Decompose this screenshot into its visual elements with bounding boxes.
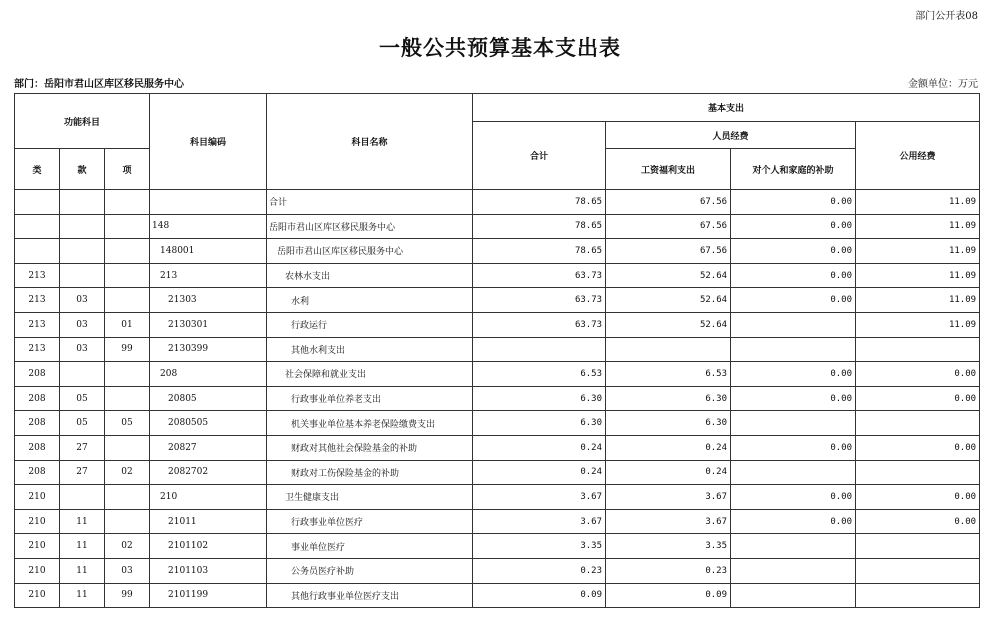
cell-wages: 3.67 <box>606 509 731 534</box>
department-label: 部门：岳阳市君山区库区移民服务中心 <box>14 79 184 90</box>
cell-kuan <box>60 214 105 239</box>
cell-lei: 208 <box>15 435 60 460</box>
cell-total: 3.35 <box>473 534 606 559</box>
cell-total: 63.73 <box>473 263 606 288</box>
cell-kuan <box>60 239 105 264</box>
cell-wages: 52.64 <box>606 263 731 288</box>
cell-public <box>856 460 980 485</box>
cell-kuan: 27 <box>60 435 105 460</box>
cell-xiang <box>105 435 150 460</box>
cell-subject-name: 机关事业单位基本养老保险缴费支出 <box>267 411 473 436</box>
table-row <box>15 583 980 608</box>
cell-lei: 210 <box>15 558 60 583</box>
cell-subsidy: 0.00 <box>731 386 856 411</box>
cell-wages: 6.30 <box>606 386 731 411</box>
cell-subsidy: 0.00 <box>731 239 856 264</box>
table-row <box>15 386 980 411</box>
cell-lei: 208 <box>15 386 60 411</box>
cell-subject-code: 210 <box>150 485 267 510</box>
cell-lei: 210 <box>15 485 60 510</box>
cell-xiang <box>105 288 150 313</box>
unit-label: 金额单位：万元 <box>908 79 978 90</box>
table-row <box>15 362 980 387</box>
cell-subject-name: 农林水支出 <box>267 263 473 288</box>
cell-lei <box>15 214 60 239</box>
cell-kuan: 11 <box>60 558 105 583</box>
cell-wages: 6.53 <box>606 362 731 387</box>
cell-xiang <box>105 263 150 288</box>
cell-wages: 52.64 <box>606 288 731 313</box>
cell-public: 11.09 <box>856 288 980 313</box>
cell-subject-code: 148001 <box>150 239 267 264</box>
cell-lei: 208 <box>15 460 60 485</box>
cell-public: 0.00 <box>856 435 980 460</box>
cell-public <box>856 411 980 436</box>
cell-subsidy: 0.00 <box>731 485 856 510</box>
cell-subject-code: 20827 <box>150 435 267 460</box>
cell-public: 0.00 <box>856 362 980 387</box>
cell-subject-name: 行政事业单位养老支出 <box>267 386 473 411</box>
cell-kuan: 03 <box>60 337 105 362</box>
cell-wages: 0.24 <box>606 460 731 485</box>
cell-subsidy <box>731 583 856 608</box>
cell-public: 0.00 <box>856 485 980 510</box>
cell-total: 6.30 <box>473 386 606 411</box>
table-row <box>15 485 980 510</box>
cell-wages: 67.56 <box>606 214 731 239</box>
cell-total: 6.30 <box>473 411 606 436</box>
cell-subject-name: 事业单位医疗 <box>267 534 473 559</box>
cell-subject-code: 2082702 <box>150 460 267 485</box>
table-row <box>15 337 980 362</box>
cell-subject-code: 2101199 <box>150 583 267 608</box>
cell-xiang: 05 <box>105 411 150 436</box>
cell-subject-name: 卫生健康支出 <box>267 485 473 510</box>
cell-subject-code: 208 <box>150 362 267 387</box>
cell-total: 63.73 <box>473 312 606 337</box>
table-code: 部门公开表08 <box>915 11 978 22</box>
cell-total: 0.09 <box>473 583 606 608</box>
cell-subject-code: 148 <box>150 214 267 239</box>
cell-lei: 213 <box>15 337 60 362</box>
cell-wages: 0.24 <box>606 435 731 460</box>
cell-total: 78.65 <box>473 190 606 215</box>
cell-xiang <box>105 485 150 510</box>
table-row <box>15 509 980 534</box>
page-title: 一般公共预算基本支出表 <box>379 35 621 60</box>
cell-kuan: 11 <box>60 534 105 559</box>
table-row <box>15 460 980 485</box>
cell-subject-name: 岳阳市君山区库区移民服务中心 <box>267 214 473 239</box>
cell-lei: 208 <box>15 362 60 387</box>
cell-xiang <box>105 386 150 411</box>
cell-lei: 208 <box>15 411 60 436</box>
cell-xiang: 99 <box>105 583 150 608</box>
cell-subject-name: 行政事业单位医疗 <box>267 509 473 534</box>
cell-total: 3.67 <box>473 509 606 534</box>
cell-subsidy <box>731 534 856 559</box>
table-row <box>15 190 980 215</box>
cell-wages <box>606 337 731 362</box>
cell-xiang: 02 <box>105 534 150 559</box>
cell-xiang <box>105 214 150 239</box>
header-subject-name: 科目名称 <box>267 94 473 190</box>
header-kuan: 款 <box>60 149 105 190</box>
cell-subject-code: 21011 <box>150 509 267 534</box>
cell-total: 78.65 <box>473 214 606 239</box>
cell-subject-code <box>150 190 267 215</box>
cell-public: 0.00 <box>856 509 980 534</box>
cell-wages: 0.23 <box>606 558 731 583</box>
cell-subject-name: 行政运行 <box>267 312 473 337</box>
cell-lei: 213 <box>15 312 60 337</box>
cell-subject-name: 其他行政事业单位医疗支出 <box>267 583 473 608</box>
table-row <box>15 214 980 239</box>
cell-subject-name: 水利 <box>267 288 473 313</box>
cell-xiang: 99 <box>105 337 150 362</box>
cell-xiang <box>105 362 150 387</box>
cell-subject-code: 2080505 <box>150 411 267 436</box>
header-subject-code: 科目编码 <box>150 94 267 190</box>
cell-public <box>856 583 980 608</box>
cell-lei: 210 <box>15 534 60 559</box>
table-row <box>15 435 980 460</box>
cell-subsidy <box>731 558 856 583</box>
cell-kuan: 05 <box>60 411 105 436</box>
table-row <box>15 411 980 436</box>
cell-xiang <box>105 239 150 264</box>
cell-subsidy: 0.00 <box>731 263 856 288</box>
cell-subsidy: 0.00 <box>731 214 856 239</box>
cell-kuan: 03 <box>60 288 105 313</box>
cell-wages: 67.56 <box>606 239 731 264</box>
cell-total: 0.24 <box>473 435 606 460</box>
cell-subject-name: 社会保障和就业支出 <box>267 362 473 387</box>
cell-subject-code: 2101103 <box>150 558 267 583</box>
header-xiang: 项 <box>105 149 150 190</box>
cell-kuan: 11 <box>60 583 105 608</box>
cell-kuan: 05 <box>60 386 105 411</box>
cell-kuan <box>60 263 105 288</box>
cell-lei <box>15 239 60 264</box>
cell-lei: 210 <box>15 509 60 534</box>
cell-subsidy <box>731 337 856 362</box>
cell-total: 63.73 <box>473 288 606 313</box>
cell-kuan: 27 <box>60 460 105 485</box>
cell-public: 11.09 <box>856 214 980 239</box>
cell-total <box>473 337 606 362</box>
cell-total: 3.67 <box>473 485 606 510</box>
cell-subject-name: 岳阳市君山区库区移民服务中心 <box>267 239 473 264</box>
cell-subsidy: 0.00 <box>731 509 856 534</box>
cell-public: 11.09 <box>856 239 980 264</box>
cell-subject-code: 2101102 <box>150 534 267 559</box>
cell-kuan: 03 <box>60 312 105 337</box>
cell-lei <box>15 190 60 215</box>
cell-subject-code: 21303 <box>150 288 267 313</box>
cell-subject-code: 20805 <box>150 386 267 411</box>
cell-wages: 0.09 <box>606 583 731 608</box>
cell-subsidy: 0.00 <box>731 190 856 215</box>
table-row <box>15 288 980 313</box>
cell-total: 6.53 <box>473 362 606 387</box>
table-row <box>15 239 980 264</box>
cell-subject-name: 公务员医疗补助 <box>267 558 473 583</box>
cell-public: 11.09 <box>856 190 980 215</box>
header-subsidy: 对个人和家庭的补助 <box>731 149 856 190</box>
cell-kuan: 11 <box>60 509 105 534</box>
table-body <box>15 190 980 608</box>
budget-table <box>14 93 980 608</box>
cell-kuan <box>60 362 105 387</box>
cell-lei: 213 <box>15 263 60 288</box>
cell-subject-name: 财政对其他社会保险基金的补助 <box>267 435 473 460</box>
cell-xiang: 03 <box>105 558 150 583</box>
cell-public: 11.09 <box>856 263 980 288</box>
cell-kuan <box>60 485 105 510</box>
cell-lei: 213 <box>15 288 60 313</box>
cell-wages: 67.56 <box>606 190 731 215</box>
header-personnel: 人员经费 <box>606 122 856 149</box>
cell-kuan <box>60 190 105 215</box>
header-wages: 工资福利支出 <box>606 149 731 190</box>
cell-wages: 3.67 <box>606 485 731 510</box>
cell-wages: 6.30 <box>606 411 731 436</box>
cell-subject-code: 2130301 <box>150 312 267 337</box>
cell-total: 0.23 <box>473 558 606 583</box>
cell-public <box>856 337 980 362</box>
cell-lei: 210 <box>15 583 60 608</box>
table-row <box>15 263 980 288</box>
cell-subsidy: 0.00 <box>731 288 856 313</box>
cell-subsidy <box>731 460 856 485</box>
cell-xiang: 02 <box>105 460 150 485</box>
header-func-subject: 功能科目 <box>15 94 150 149</box>
table-row <box>15 312 980 337</box>
header-lei: 类 <box>15 149 60 190</box>
cell-xiang <box>105 509 150 534</box>
cell-wages: 52.64 <box>606 312 731 337</box>
cell-subsidy: 0.00 <box>731 362 856 387</box>
cell-subsidy <box>731 411 856 436</box>
header-total: 合计 <box>473 122 606 190</box>
cell-public <box>856 534 980 559</box>
cell-xiang: 01 <box>105 312 150 337</box>
header-public: 公用经费 <box>856 122 980 190</box>
table-row <box>15 534 980 559</box>
cell-subject-name: 合计 <box>267 190 473 215</box>
cell-xiang <box>105 190 150 215</box>
cell-total: 78.65 <box>473 239 606 264</box>
cell-subject-code: 213 <box>150 263 267 288</box>
cell-wages: 3.35 <box>606 534 731 559</box>
table-row <box>15 558 980 583</box>
cell-public <box>856 558 980 583</box>
cell-total: 0.24 <box>473 460 606 485</box>
cell-subsidy <box>731 312 856 337</box>
cell-subject-name: 财政对工伤保险基金的补助 <box>267 460 473 485</box>
header-basic-expenditure: 基本支出 <box>473 94 980 122</box>
cell-public: 0.00 <box>856 386 980 411</box>
cell-subject-name: 其他水利支出 <box>267 337 473 362</box>
cell-public: 11.09 <box>856 312 980 337</box>
cell-subject-code: 2130399 <box>150 337 267 362</box>
cell-subsidy: 0.00 <box>731 435 856 460</box>
